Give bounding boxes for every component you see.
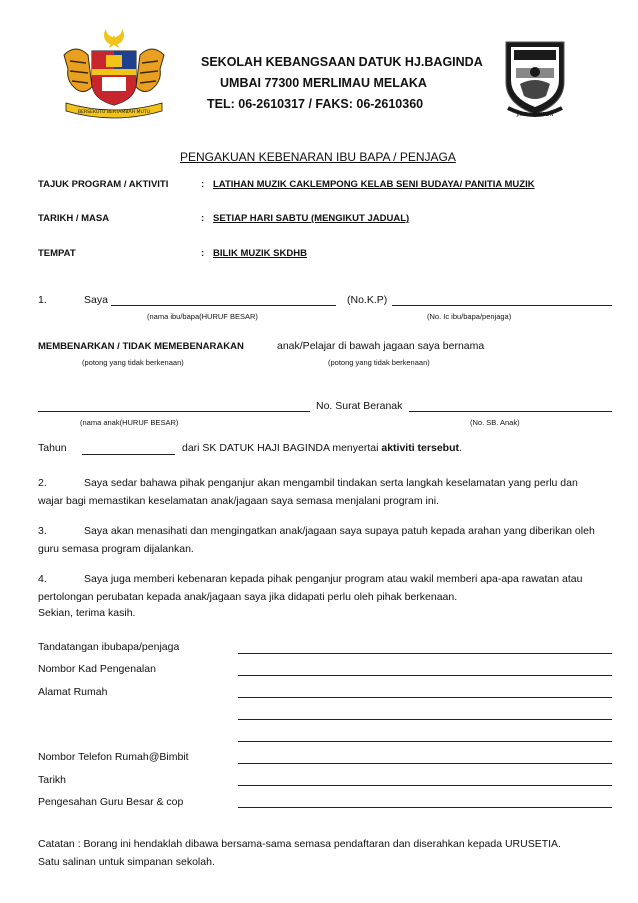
parent-ic-hint: (No. Ic ibu/bapa/penjaga) [427, 312, 512, 321]
year-line-text: dari SK DATUK HAJI BAGINDA menyertai aktiviti tersebut. [182, 442, 462, 454]
date-blank[interactable] [238, 785, 612, 786]
phone-label: Nombor Telefon Rumah@Bimbit [38, 751, 189, 763]
ic-number-blank[interactable] [238, 675, 612, 676]
para-2-line-1: Saya sedar bahawa pihak penganjur akan mengambil tindakan serta langkah keselamatan yang perlu dan [84, 477, 578, 489]
strike-hint: (potong yang tidak berkenaan) [82, 358, 184, 367]
headmaster-verification-blank[interactable] [238, 807, 612, 808]
address-blank-1[interactable] [238, 697, 612, 698]
year-blank[interactable] [82, 454, 175, 455]
parent-ic-blank[interactable] [392, 305, 612, 306]
closing-text: Sekian, terima kasih. [38, 607, 136, 619]
strike-hint: (potong yang tidak berkenaan) [328, 358, 430, 367]
headmaster-verification-label: Pengesahan Guru Besar & cop [38, 796, 184, 808]
birth-cert-blank[interactable] [409, 411, 612, 412]
parent-name-hint: (nama ibu/bapa(HURUF BESAR) [147, 312, 258, 321]
info-value-program: LATIHAN MUZIK CAKLEMPONG KELAB SENI BUDAYA/ PANITIA MUZIK [213, 179, 535, 190]
para-4-line-1: Saya juga memberi kebenaran kepada pihak penganjur program atau wakil memberi apa-apa rawatan atau [84, 573, 583, 585]
signature-label: Tandatangan ibubapa/penjaga [38, 641, 180, 653]
school-address: UMBAI 77300 MERLIMAU MELAKA [220, 76, 427, 90]
activity-text: aktiviti tersebut [381, 442, 459, 454]
school-crest-caption: JIWA · DISIPLIN [516, 112, 554, 118]
para-4-number: 4. [38, 573, 47, 585]
svg-text:BERSEKUTU BERTAMBAH MUTU: BERSEKUTU BERTAMBAH MUTU [77, 110, 151, 115]
info-colon: : [201, 213, 205, 224]
para-3-line-1: Saya akan menasihati dan mengingatkan anak/jagaan saya supaya patuh kepada arahan yang diberikan oleh [84, 525, 595, 537]
para-4-line-2: pertolongan perubatan kepada anak/jagaan saya jika didapati perlu oleh pihak berkenaan. [38, 591, 458, 603]
info-value-date: SETIAP HARI SABTU (MENGIKUT JADUAL) [213, 213, 410, 224]
child-name-blank[interactable] [38, 411, 310, 412]
phone-blank[interactable] [238, 763, 612, 764]
saya-label: Saya [84, 294, 108, 306]
info-label-program: TAJUK PROGRAM / AKTIVITI [38, 179, 169, 190]
birth-cert-hint: (No. SB. Anak) [470, 418, 520, 427]
info-value-place: BILIK MUZIK SKDHB [213, 248, 307, 259]
info-colon: : [201, 179, 205, 190]
para-3-number: 3. [38, 525, 47, 537]
para-3-line-2: guru semasa program dijalankan. [38, 543, 194, 555]
permission-options: MEMBENARKAN / TIDAK MEMEBENARAKAN [38, 341, 244, 352]
parent-name-blank[interactable] [111, 305, 336, 306]
footer-note-line-1: Catatan : Borang ini hendaklah dibawa bersama-sama semasa pendaftaran dan diserahkan kepada URUSETIA. [38, 838, 561, 850]
signature-blank[interactable] [238, 653, 612, 654]
school-contact: TEL: 06-2610317 / FAKS: 06-2610360 [207, 97, 424, 111]
item-number: 1. [38, 294, 47, 306]
school-crest-logo [502, 38, 568, 122]
permission-text: anak/Pelajar di bawah jagaan saya bernama [277, 340, 485, 352]
form-title: PENGAKUAN KEBENARAN IBU BAPA / PENJAGA [180, 150, 456, 164]
ic-label: (No.K.P) [347, 294, 388, 306]
address-blank-3[interactable] [238, 741, 612, 742]
para-2-number: 2. [38, 477, 47, 489]
birth-cert-label: No. Surat Beranak [316, 400, 403, 412]
school-name: SEKOLAH KEBANGSAAN DATUK HJ.BAGINDA [201, 55, 483, 69]
address-blank-2[interactable] [238, 719, 612, 720]
info-label-date: TARIKH / MASA [38, 213, 110, 224]
para-2-line-2: wajar bagi memastikan keselamatan anak/jagaan saya semasa menjalani program ini. [38, 495, 439, 507]
info-colon: : [201, 248, 205, 259]
ic-number-label: Nombor Kad Pengenalan [38, 663, 156, 675]
date-label: Tarikh [38, 774, 67, 786]
state-crest-logo [58, 25, 170, 121]
footer-note-line-2: Satu salinan untuk simpanan sekolah. [38, 856, 215, 868]
address-label: Alamat Rumah [38, 686, 108, 698]
info-label-place: TEMPAT [38, 248, 76, 259]
child-name-hint: (nama anak(HURUF BESAR) [80, 418, 179, 427]
year-label: Tahun [38, 442, 67, 454]
